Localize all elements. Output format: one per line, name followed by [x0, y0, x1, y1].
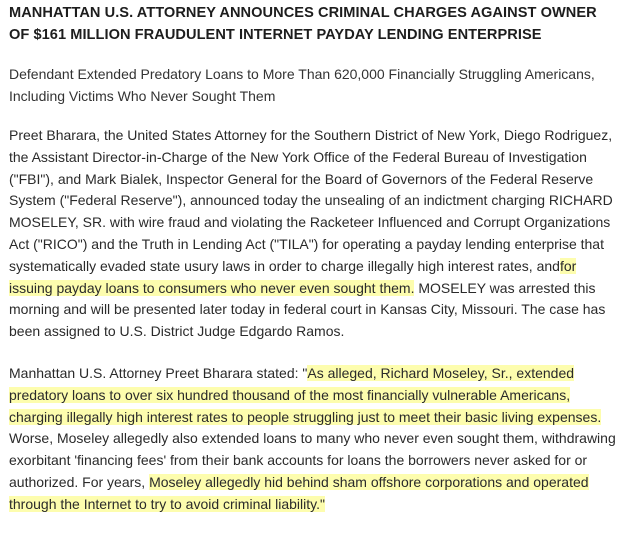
headline: MANHATTAN U.S. ATTORNEY ANNOUNCES CRIMINAL CHARGES AGAINST OWNER OF $161 MILLION FRAUDULENT INTERNET PAYDAY LENDING ENTERPRISE	[9, 5, 597, 43]
paragraph-text: Preet Bharara, the United States Attorney for the Southern District of New York, Diego Rodriguez, the Assistant Director-in-Charge of the New York Office of the Federal Bureau of Investigation ("FBI"), and Mark Bialek, Inspector General for the Board of Governors of the Federal Reserve System ("Federal Reserve"), announced today the unsealing of an indictment charging RICHARD MOSELEY, SR. with wire fraud and violating the Racketeer Influenced and Corrupt Organizations Act ("RICO") and the Truth in Lending Act ("TILA") for operating a payday lending enterprise that systematically evaded state usury laws in order to charge illegally high interest rates, and	[9, 127, 613, 274]
paragraph-text: Worse, Moseley allegedly also extended loans to many who never even sought them, withdrawing exorbitant 'financing fees' from their bank accounts for loans the borrowers never asked for or authorized. For years,	[9, 430, 616, 490]
highlighted-text: for issuing payday loans to consumers who never even sought them.	[9, 257, 577, 296]
paragraph-text: MOSELEY was arrested this morning and will be presented later today in federal court in Kansas City, Missouri. The case has been assigned to U.S. District Judge Edgardo Ramos.	[9, 279, 606, 340]
highlighted-text: Moseley allegedly hid behind sham offshore corporations and operated through the Internet to try to avoid criminal liability."	[9, 473, 589, 512]
paragraph-text: Manhattan U.S. Attorney Preet Bharara stated: "	[9, 364, 308, 381]
highlighted-text: As alleged, Richard Moseley, Sr., extended predatory loans to over six hundred thousand of the most financially vulnerable Americans, charging illegally high interest rates to people struggling just to meet their basic living expenses.	[9, 364, 602, 425]
paragraph-statement	[9, 363, 619, 516]
paragraph-announcement	[9, 125, 619, 343]
subheadline: Defendant Extended Predatory Loans to More Than 620,000 Financially Struggling Americans, Including Victims Who Never Sought Them	[9, 66, 595, 104]
